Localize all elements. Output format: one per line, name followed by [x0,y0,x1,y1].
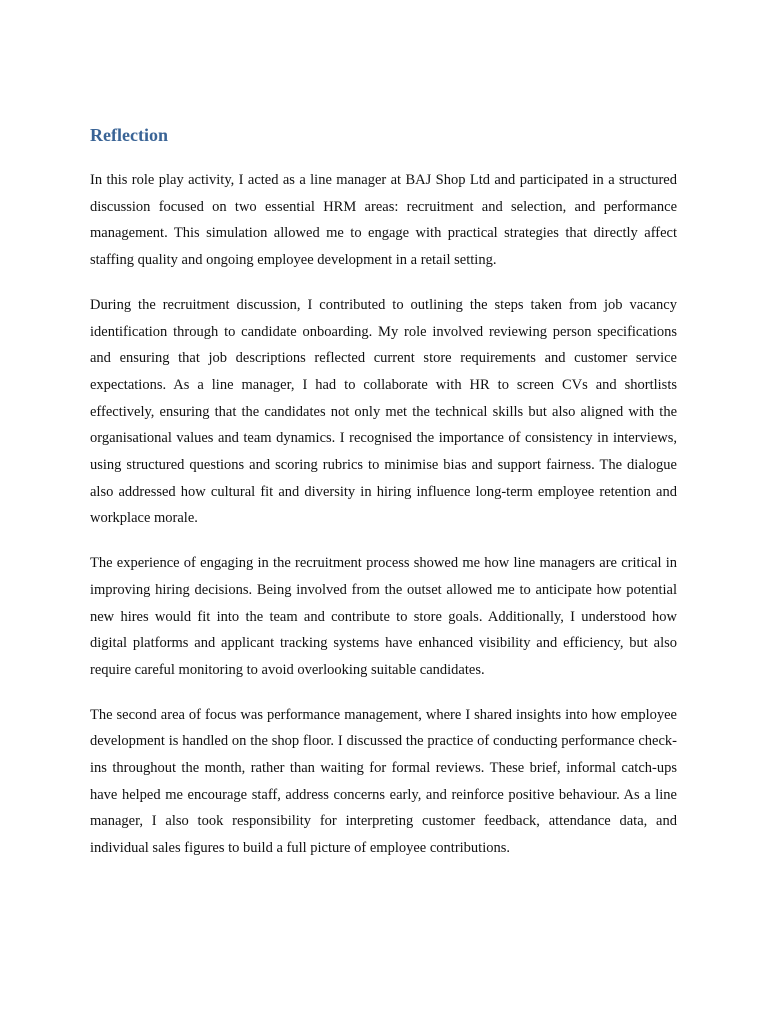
paragraph-performance-management: The second area of focus was performance management, where I shared insights into how employee development is handled on the shop floor. I discussed the practice of conducting performance check-ins throughout the month, rather than waiting for formal reviews. These brief, informal catch-ups have helped me encourage staff, address concerns early, and reinforce positive behaviour. As a line manager, I also took responsibility for interpreting customer feedback, attendance data, and individual sales figures to build a full picture of employee contributions. [90,706,677,857]
paragraph-recruitment-discussion: During the recruitment discussion, I contributed to outlining the steps taken from job vacancy identification through to candidate onboarding. My role involved reviewing person specifications and ensuring that job descriptions reflected current store requirements and customer service expectations. As a line manager, I had to collaborate with HR to screen CVs and shortlists effectively, ensuring that the candidates not only met the technical skills but also aligned with the organisational values and team dynamics. I recognised the importance of consistency in interviews, using structured questions and scoring rubrics to minimise bias and support fairness. The dialogue also addressed how cultural fit and diversity in hiring influence long-term employee retention and workplace morale. [90,296,677,527]
section-heading: Reflection [90,125,168,145]
paragraph-recruitment-experience: The experience of engaging in the recruitment process showed me how line managers are critical in improving hiring decisions. Being involved from the outset allowed me to anticipate how potential new hires would fit into the team and contribute to store goals. Additionally, I understood how digital platforms and applicant tracking systems have enhanced visibility and efficiency, but also require careful monitoring to avoid overlooking suitable candidates. [90,555,677,678]
document-page [90,120,677,880]
paragraph-intro: In this role play activity, I acted as a line manager at BAJ Shop Ltd and participated in a structured discussion focused on two essential HRM areas: recruitment and selection, and performance management. This simulation allowed me to engage with practical strategies that directly affect staffing quality and ongoing employee development in a retail setting. [90,172,677,269]
